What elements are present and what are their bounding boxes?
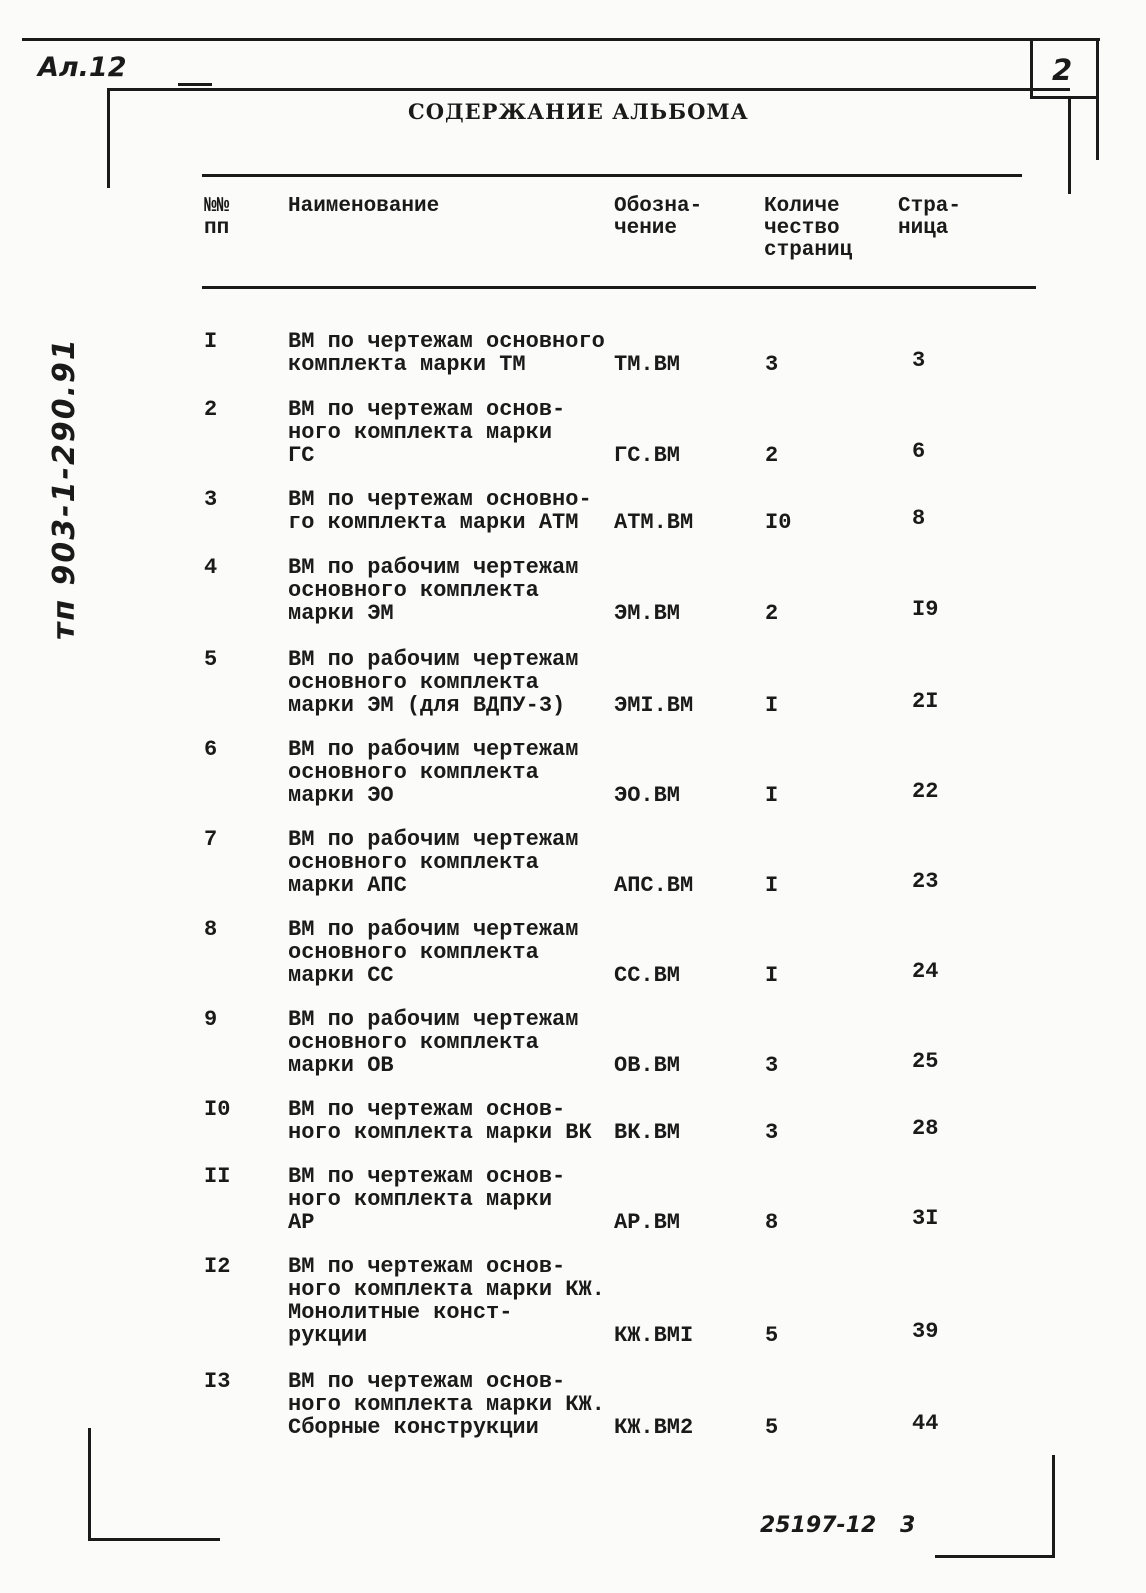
row-page: 44 [912,1411,939,1436]
row-pages-count: I [765,783,779,808]
bottom-right-horizontal [935,1555,1055,1558]
frame-top-line [22,38,1100,41]
row-num: 4 [204,555,218,580]
row-name: ВМ по рабочим чертежам основного комплекта марки ЭМ (для ВДПУ-3) [288,647,579,718]
row-page: 6 [912,439,926,464]
row-num: I [204,329,218,354]
row-name: ВМ по чертежам основ- ного комплекта марки ВК [288,1097,592,1145]
row-pages-count: 2 [765,443,779,468]
sheet-box-right [1096,40,1099,160]
row-page: 8 [912,506,926,531]
row-designation: КЖ.ВМ2 [614,1415,694,1440]
row-pages-count: 3 [765,352,779,377]
row-num: 3 [204,487,218,512]
row-designation: ГС.ВМ [614,443,681,468]
row-designation: ЭМ.ВМ [614,601,681,626]
corner-label: Ал.12 [38,52,127,83]
row-page: 28 [912,1116,939,1141]
row-designation: АПС.ВМ [614,873,694,898]
header-top-rule [202,174,1022,177]
row-pages-count: 2 [765,601,779,626]
row-name: ВМ по рабочим чертежам основного комплекта марки АПС [288,827,579,898]
sheet-number: 2 [1052,53,1073,87]
row-designation: ТМ.ВМ [614,352,681,377]
row-name: ВМ по рабочим чертежам основного комплекта марки ЭМ [288,555,579,626]
header-page: Стра- ница [898,195,962,240]
row-page: 2I [912,689,939,714]
row-num: 7 [204,827,218,852]
row-pages-count: 5 [765,1323,779,1348]
frame-right-line [1068,96,1071,194]
sheet-box-left [1030,40,1033,96]
row-designation: АТМ.ВМ [614,510,694,535]
row-num: II [204,1164,231,1189]
row-designation: АР.ВМ [614,1210,681,1235]
header-designation: Обозна- чение [614,195,703,240]
row-designation: ЭО.ВМ [614,783,681,808]
row-page: 25 [912,1049,939,1074]
row-name: ВМ по чертежам основ- ного комплекта марки КЖ. Сборные конструкции [288,1369,605,1440]
bottom-left-horizontal [88,1538,220,1541]
row-pages-count: I [765,963,779,988]
row-num: 2 [204,397,218,422]
header-num: №№ пп [204,195,230,240]
frame-left-line [107,88,110,188]
row-designation: ЭМI.ВМ [614,693,694,718]
row-page: 22 [912,779,939,804]
bottom-right-vertical [1052,1455,1055,1557]
row-name: ВМ по чертежам основ- ного комплекта марки АР [288,1164,566,1235]
row-name: ВМ по чертежам основно- го комплекта марки АТМ [288,487,592,535]
row-name: ВМ по чертежам основ- ного комплекта марки КЖ. Монолитные конст- рукции [288,1254,605,1348]
row-pages-count: I [765,693,779,718]
row-pages-count: I0 [765,510,792,535]
row-page: 3 [912,348,926,373]
frame-top-line-2 [110,88,1070,91]
row-designation: КЖ.ВМI [614,1323,694,1348]
row-pages-count: 3 [765,1053,779,1078]
header-pages-count: Количе чество страниц [764,195,853,262]
row-num: I0 [204,1097,231,1122]
row-name: ВМ по чертежам основного комплекта марки ТМ [288,329,605,377]
row-num: 9 [204,1007,218,1032]
row-num: I2 [204,1254,231,1279]
row-name: ВМ по рабочим чертежам основного комплекта марки СС [288,917,579,988]
row-name: ВМ по рабочим чертежам основного комплекта марки ЭО [288,737,579,808]
page-title: СОДЕРЖАНИЕ АЛЬБОМА [408,99,749,124]
row-page: 23 [912,869,939,894]
frame-short-tick [178,83,212,86]
row-designation: СС.ВМ [614,963,681,988]
row-page: 24 [912,959,939,984]
row-page: 39 [912,1319,939,1344]
row-pages-count: 8 [765,1210,779,1235]
footer-code: 25197-12 [760,1513,877,1538]
row-num: 6 [204,737,218,762]
bottom-left-vertical [88,1428,91,1540]
row-designation: ОВ.ВМ [614,1053,681,1078]
sheet-box-bottom [1030,96,1098,99]
header-bottom-rule [202,286,1036,289]
row-name: ВМ по чертежам основ- ного комплекта марки ГС [288,397,566,468]
side-designation: тп 903-1-290.91 [47,337,82,640]
header-name: Наименование [288,195,440,218]
row-name: ВМ по рабочим чертежам основного комплекта марки ОВ [288,1007,579,1078]
row-pages-count: 5 [765,1415,779,1440]
row-num: 5 [204,647,218,672]
row-num: 8 [204,917,218,942]
row-page: 3I [912,1206,939,1231]
row-pages-count: 3 [765,1120,779,1145]
row-designation: ВК.ВМ [614,1120,681,1145]
row-page: I9 [912,597,939,622]
row-num: I3 [204,1369,231,1394]
footer-page: 3 [900,1513,916,1538]
row-pages-count: I [765,873,779,898]
